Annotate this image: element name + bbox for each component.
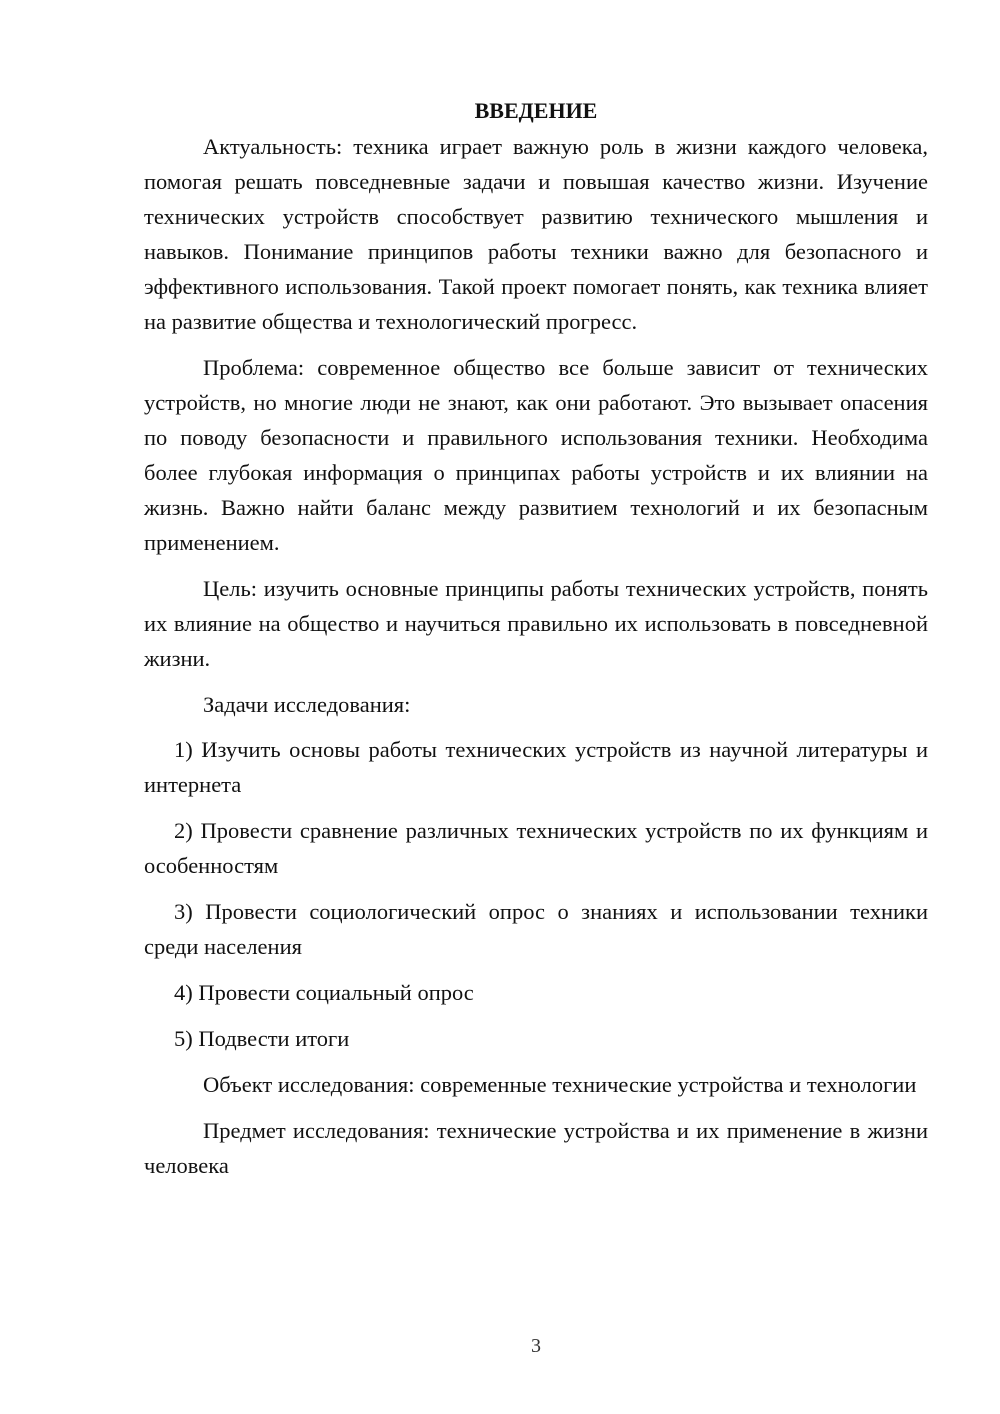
relevance-paragraph: Актуальность: техника играет важную роль в жизни каждого человека, помогая решать повседневные задачи и повышая качество жизни. Изучение технических устройств способствует развитию технического мышления и навыков. Понимание принципов работы техники важно для безопасного и эффективного использования. Такой проект помогает понять, как техника влияет на развитие общества и технологический прогресс. — [144, 134, 928, 334]
goal-paragraph: Цель: изучить основные принципы работы технических устройств, понять их влияние на общество и научиться правильно их использовать в повседневной жизни. — [144, 576, 928, 671]
task-item-5: 5) Подвести итоги — [174, 1026, 350, 1051]
page-content — [144, 94, 928, 1194]
tasks-heading: Задачи исследования: — [203, 692, 411, 717]
task-item-2: 2) Провести сравнение различных технических устройств по их функциям и особенностям — [144, 818, 928, 878]
subject-paragraph: Предмет исследования: технические устройства и их применение в жизни человека — [144, 1118, 928, 1178]
page-number: 3 — [531, 1335, 541, 1357]
page-title: ВВЕДЕНИЕ — [474, 98, 598, 123]
problem-paragraph: Проблема: современное общество все больше зависит от технических устройств, но многие люди не знают, как они работают. Это вызывает опасения по поводу безопасности и правильного использования техники. Необходима более глубокая информация о принципах работы устройств и их влиянии на жизнь. Важно найти баланс между развитием технологий и их безопасным применением. — [144, 355, 928, 555]
object-paragraph: Объект исследования: современные технические устройства и технологии — [203, 1072, 917, 1097]
task-item-1: 1) Изучить основы работы технических устройств из научной литературы и интернета — [144, 737, 928, 797]
task-item-4: 4) Провести социальный опрос — [174, 980, 474, 1005]
task-item-3: 3) Провести социологический опрос о знаниях и использовании техники среди населения — [144, 899, 928, 959]
